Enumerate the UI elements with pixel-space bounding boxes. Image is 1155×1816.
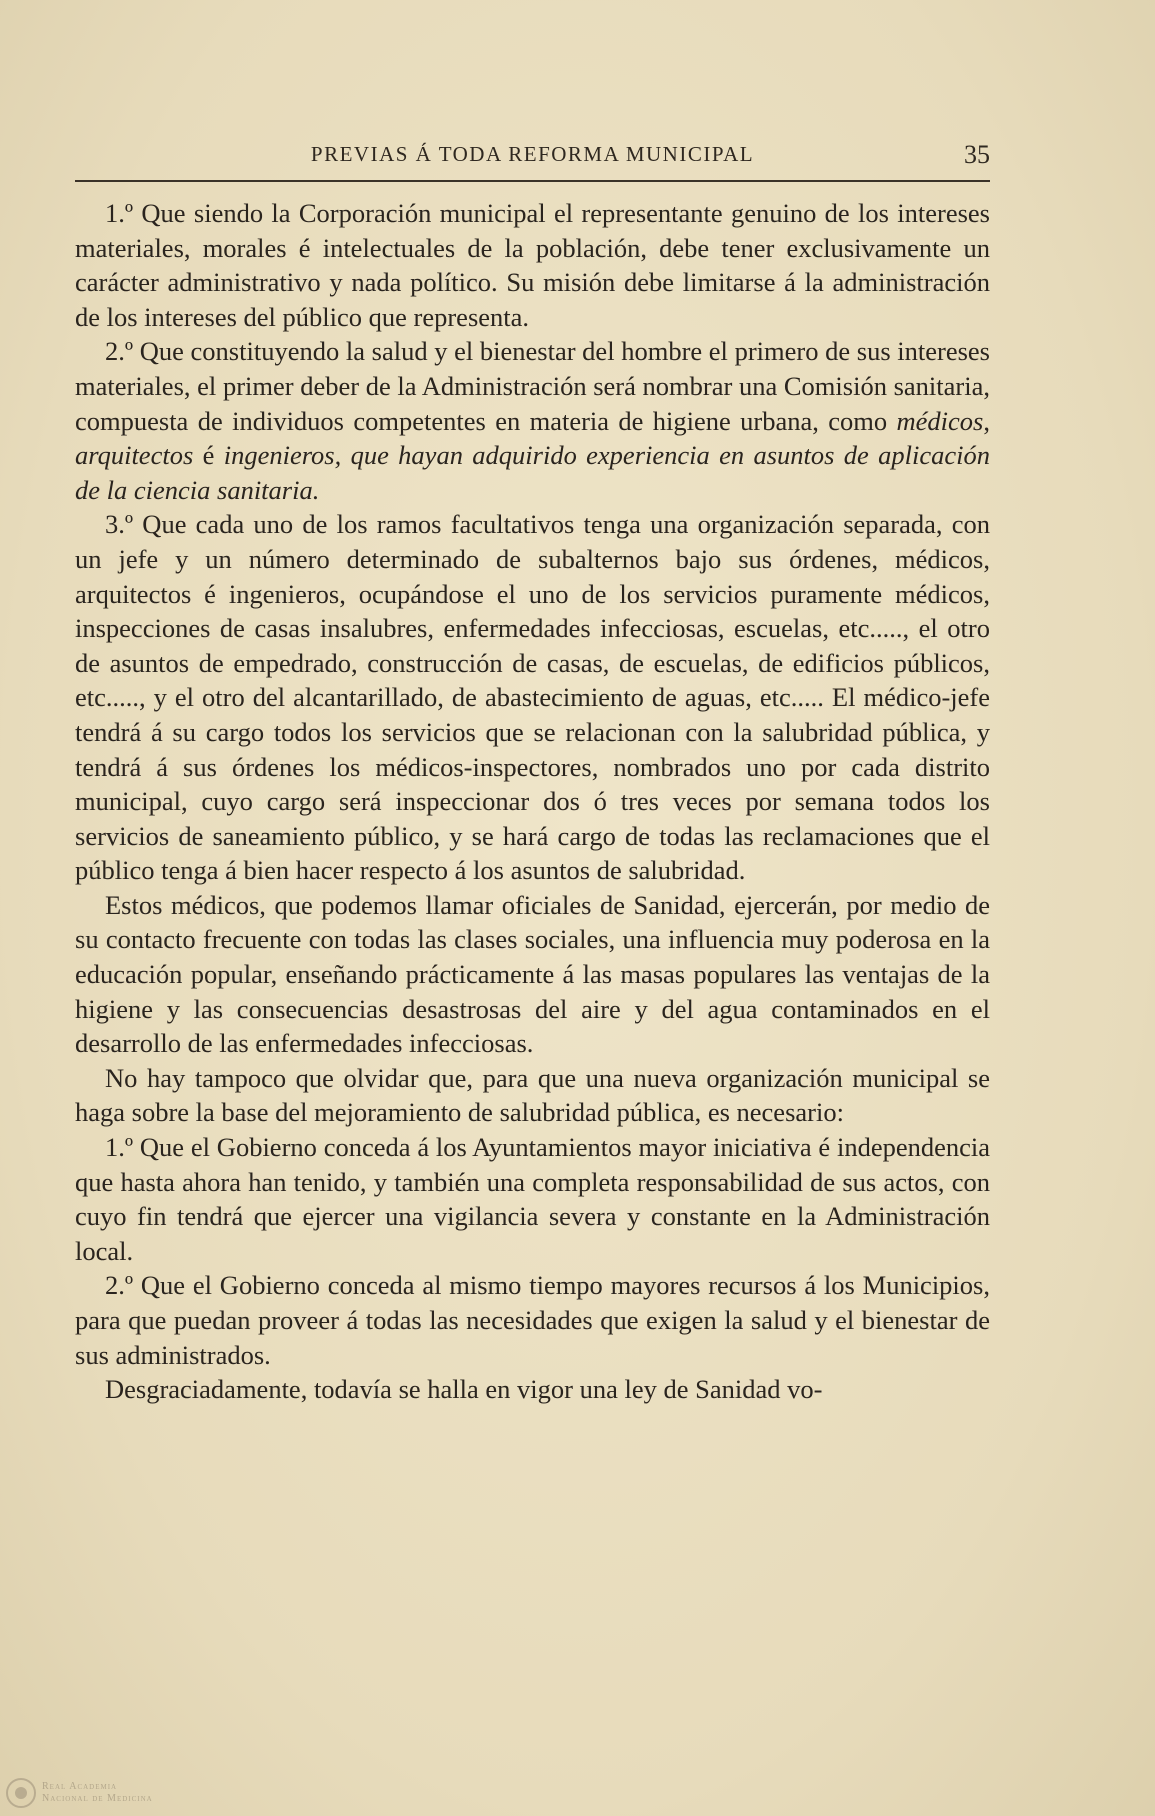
paragraph-text: 2.º Que constituyendo la salud y el bienestar del hombre el primero de sus intereses materiales, el primer deber de la Administración será nombrar una Comisión sanitaria, compuesta de individuos competentes en materia de higiene urbana, como [75, 336, 990, 436]
stamp-text [42, 1781, 153, 1805]
paragraph-text: , [983, 405, 990, 436]
paragraph [75, 334, 990, 507]
paragraph [75, 1061, 990, 1130]
paragraph-text: 2.º Que el Gobierno conceda al mismo tiempo mayores recursos á los Municipios, para que puedan proveer á todas las necesidades que exigen la salud y el bienestar de sus administrados. [75, 1270, 990, 1370]
paragraph-text: 1.º Que siendo la Corporación municipal el representante genuino de los intereses materiales, morales é intelectuales de la población, debe tener exclusivamente un carácter administrativo y nada político. Su misión debe limitarse á la administración de los intereses del público que representa. [75, 198, 990, 332]
paragraph [75, 888, 990, 1061]
paragraph [75, 196, 990, 334]
page-number: 35 [964, 140, 990, 169]
library-stamp [6, 1778, 153, 1808]
paragraph-text: 1.º Que el Gobierno conceda á los Ayuntamientos mayor iniciativa é independencia que hasta ahora han tenido, y también una completa responsabilidad de sus actos, con cuyo fin tendrá que ejercer una vigilancia severa y constante en la Administración local. [75, 1132, 990, 1266]
italic-text: ingenieros, que hayan adquirido experiencia en asuntos de aplicación de la ciencia sanitaria. [75, 440, 990, 505]
paragraph [75, 1130, 990, 1268]
running-head [75, 140, 990, 182]
paragraph [75, 1372, 990, 1407]
academy-seal-icon [6, 1778, 36, 1808]
paragraph-text: Desgraciadamente, todavía se halla en vigor una ley de Sanidad vo- [105, 1374, 823, 1405]
paragraph-text: é [193, 440, 224, 471]
paragraph-text: No hay tampoco que olvidar que, para que una nueva organización municipal se haga sobre la base del mejoramiento de salubridad pública, es necesario: [75, 1062, 990, 1128]
paragraph [75, 507, 990, 888]
paragraph-text: 3.º Que cada uno de los ramos facultativos tenga una organización separada, con un jefe y un número determinado de subalternos bajo sus órdenes, médicos, arquitectos é ingenieros, ocupándose el uno de los servicios puramente médicos, inspecciones de casas insalubres, enfermedades infecciosas, escuelas, etc....., el otro de asuntos de empedrado, construcción de casas, de escuelas, de edificios públicos, etc....., y el otro del alcantarillado, de abastecimiento de aguas, etc..... El médico-jefe tendrá á su cargo todos los servicios que se relacionan con la salubridad pública, y tendrá á sus órdenes los médicos-inspectores, nombrados uno por cada distrito municipal, cuyo cargo será inspeccionar dos ó tres veces por semana todos los servicios de saneamiento público, y se hará cargo de todas las reclamaciones que el público tenga á bien hacer respecto á los asuntos de salubridad. [75, 509, 990, 886]
stamp-line-1: Real Academia [42, 1781, 118, 1792]
paragraph [75, 1268, 990, 1372]
paragraph-text: Estos médicos, que podemos llamar oficiales de Sanidad, ejercerán, por medio de su contacto frecuente con todas las clases sociales, una influencia muy poderosa en la educación popular, enseñando prácticamente á las masas populares las ventajas de la higiene y las consecuencias desastrosas del aire y del agua contaminados en el desarrollo de las enfermedades infecciosas. [75, 889, 990, 1059]
italic-text: médicos [896, 405, 984, 436]
body-text [75, 196, 990, 1407]
running-head-title: PREVIAS Á TODA REFORMA MUNICIPAL [310, 142, 755, 166]
italic-text: arquitectos [75, 440, 194, 471]
stamp-line-2: Nacional de Medicina [42, 1793, 153, 1804]
